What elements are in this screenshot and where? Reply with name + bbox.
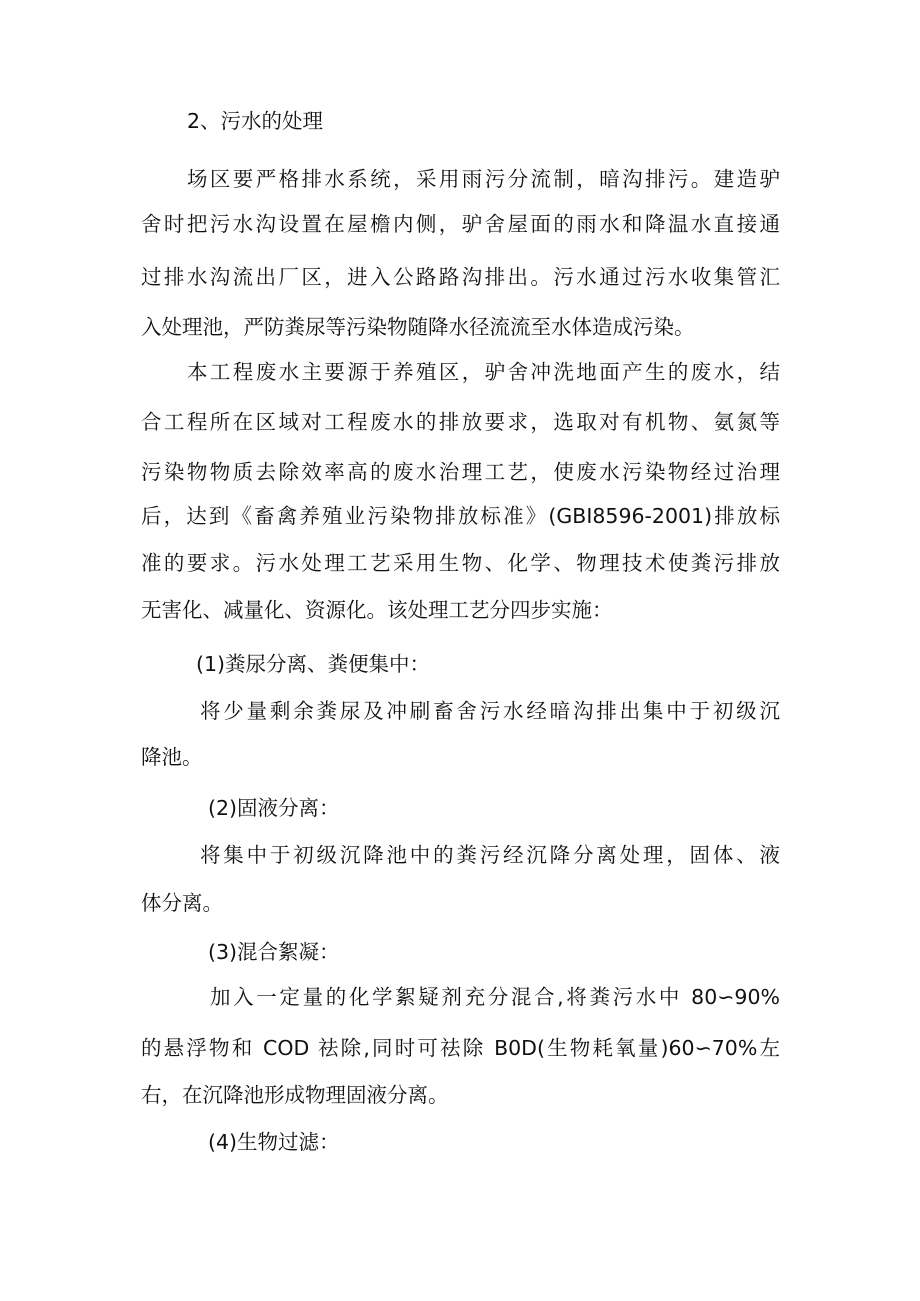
step-body-line: 加入一定量的化学絮疑剂充分混合,将粪污水中 80∽90% (210, 985, 780, 1009)
step-title: (4)生物过滤： (208, 1130, 340, 1154)
paragraph-line: 无害化、减量化、资源化。该处理工艺分四步实施： (141, 598, 613, 622)
paragraph-line: 场区要严格排水系统，采用雨污分流制，暗沟排污。建造驴 (187, 167, 780, 191)
paragraph-line: 入处理池，严防粪尿等污染物随降水径流流至水体造成污染。 (141, 315, 695, 339)
step-title: (1)粪尿分离、粪便集中： (196, 652, 431, 676)
paragraph-line: 过排水沟流出厂区，进入公路路沟排出。污水通过污水收集管汇 (141, 265, 780, 289)
paragraph-line: 舍时把污水沟设置在屋檐内侧，驴舍屋面的雨水和降温水直接通 (141, 212, 780, 236)
paragraph-line: 后，达到《畜禽养殖业污染物排放标准》(GBI8596-2001)排放标 (141, 504, 780, 528)
step-body-line: 右，在沉降池形成物理固液分离。 (141, 1083, 449, 1107)
paragraph-line: 污染物物质去除效率高的废水治理工艺，使废水污染物经过治理 (141, 460, 780, 484)
paragraph-line: 合工程所在区域对工程废水的排放要求，选取对有机物、氨氮等 (141, 410, 780, 434)
step-body-line: 体分离。 (141, 891, 223, 915)
step-body-line: 将少量剩余粪尿及冲刷畜舍污水经暗沟排出集中于初级沉 (200, 699, 780, 723)
paragraph-line: 本工程废水主要源于养殖区，驴舍冲洗地面产生的废水，结 (187, 360, 780, 384)
step-body-line: 的悬浮物和 COD 祛除,同时可祛除 B0D(生物耗氧量)60∽70%左 (141, 1036, 780, 1060)
paragraph-line: 准的要求。污水处理工艺采用生物、化学、物理技术使粪污排放 (141, 551, 780, 575)
step-body-line: 降池。 (141, 745, 203, 769)
section-heading: 2、污水的处理 (187, 109, 324, 133)
step-title: (3)混合絮凝： (208, 940, 340, 964)
step-title: (2)固液分离： (208, 796, 340, 820)
step-body-line: 将集中于初级沉降池中的粪污经沉降分离处理，固体、液 (200, 843, 780, 867)
